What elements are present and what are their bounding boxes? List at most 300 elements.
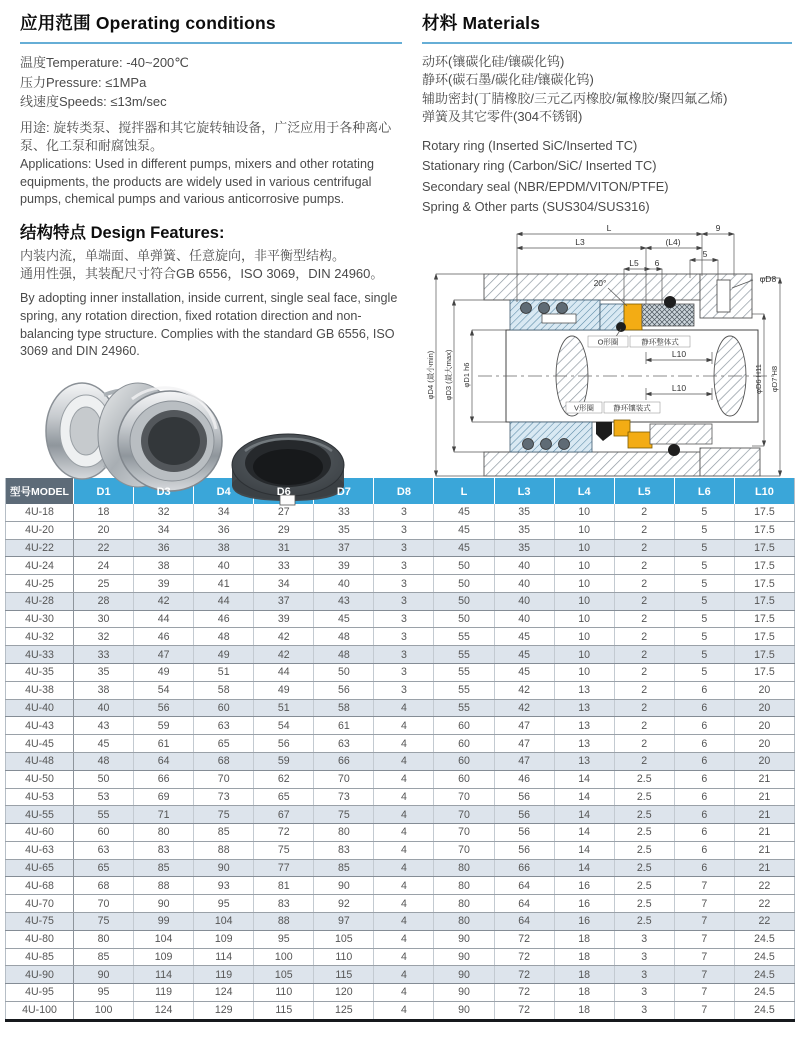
col-header: D7 [314,478,374,504]
value-cell: 54 [254,717,314,735]
value-cell: 72 [494,948,554,966]
value-cell: 43 [314,592,374,610]
value-cell: 70 [434,824,494,842]
table-row [6,646,795,664]
value-cell: 55 [434,699,494,717]
value-cell: 7 [674,912,734,930]
value-cell: 72 [494,984,554,1002]
value-cell: 2.5 [614,841,674,859]
value-cell: 92 [314,895,374,913]
dim-label-D8: φD8 [759,273,777,284]
value-cell: 65 [74,859,134,877]
dim-label-D7: φD7 H8 [770,365,779,392]
value-cell: 4 [374,984,434,1002]
value-cell: 51 [254,699,314,717]
value-cell: 70 [314,770,374,788]
dim-label-L3: L3 [575,236,585,247]
value-cell: 13 [554,752,614,770]
value-cell: 80 [74,930,134,948]
value-cell: 24.5 [734,984,794,1002]
value-cell: 10 [554,504,614,521]
value-cell: 34 [254,575,314,593]
value-cell: 80 [434,912,494,930]
value-cell: 70 [434,806,494,824]
model-cell: 4U-18 [6,504,74,521]
col-header-model: 型号MODEL [6,478,74,504]
value-cell: 45 [494,628,554,646]
value-cell: 24.5 [734,966,794,984]
table-row [6,539,795,557]
value-cell: 70 [434,841,494,859]
material-cn-line: 辅助密封(丁腈橡胶/三元乙丙橡胶/氟橡胶/聚四氟乙烯) [422,90,728,106]
value-cell: 5 [674,504,734,521]
value-cell: 46 [194,610,254,628]
value-cell: 38 [194,539,254,557]
value-cell: 35 [494,521,554,539]
value-cell: 83 [254,895,314,913]
materials-en-block [422,136,792,218]
value-cell: 42 [254,646,314,664]
value-cell: 2.5 [614,824,674,842]
value-cell: 21 [734,841,794,859]
col-header: D6 [254,478,314,504]
dimension-table-section [0,478,800,1022]
value-cell: 17.5 [734,664,794,682]
material-en-line: Rotary ring (Inserted SiC/Inserted TC) [422,137,638,153]
value-cell: 4 [374,735,434,753]
value-cell: 90 [434,1001,494,1020]
value-cell: 3 [374,575,434,593]
dim-label-D1: φD1 h6 [462,362,471,388]
features-cn-line: 通用性强，其装配尺寸符合GB 6556，ISO 3069，DIN 24960。 [20,266,384,282]
value-cell: 20 [734,681,794,699]
value-cell: 88 [134,877,194,895]
material-cn-line: 弹簧及其它零件(304不锈钢) [422,109,583,125]
value-cell: 5 [674,664,734,682]
value-cell: 2 [614,628,674,646]
value-cell: 3 [614,966,674,984]
value-cell: 10 [554,557,614,575]
value-cell: 50 [434,592,494,610]
value-cell: 4 [374,895,434,913]
col-header: D3 [134,478,194,504]
value-cell: 90 [314,877,374,895]
col-header: D4 [194,478,254,504]
table-row [6,664,795,682]
spec-speeds: 线速度Speeds: ≤13m/sec [20,94,167,109]
value-cell: 10 [554,521,614,539]
value-cell: 41 [194,575,254,593]
value-cell: 10 [554,610,614,628]
value-cell: 47 [494,735,554,753]
value-cell: 35 [74,664,134,682]
value-cell: 17.5 [734,557,794,575]
value-cell: 68 [74,877,134,895]
value-cell: 55 [434,664,494,682]
value-cell: 95 [254,930,314,948]
value-cell: 40 [494,592,554,610]
value-cell: 61 [134,735,194,753]
value-cell: 2.5 [614,912,674,930]
value-cell: 85 [134,859,194,877]
table-row [6,788,795,806]
value-cell: 21 [734,806,794,824]
value-cell: 56 [494,824,554,842]
value-cell: 14 [554,806,614,824]
value-cell: 124 [194,984,254,1002]
value-cell: 63 [194,717,254,735]
value-cell: 24.5 [734,1001,794,1020]
value-cell: 90 [74,966,134,984]
value-cell: 27 [254,504,314,521]
label-vring: V形圈 [573,403,595,413]
value-cell: 42 [494,699,554,717]
value-cell: 45 [434,504,494,521]
value-cell: 105 [254,966,314,984]
value-cell: 2.5 [614,806,674,824]
value-cell: 6 [674,681,734,699]
value-cell: 4 [374,824,434,842]
value-cell: 85 [74,948,134,966]
value-cell: 105 [314,930,374,948]
materials-title: 材料 Materials [422,13,541,33]
value-cell: 2.5 [614,770,674,788]
value-cell: 104 [194,912,254,930]
value-cell: 80 [434,859,494,877]
value-cell: 7 [674,895,734,913]
table-row [6,984,795,1002]
value-cell: 63 [314,735,374,753]
model-cell: 4U-80 [6,930,74,948]
value-cell: 55 [74,806,134,824]
value-cell: 4 [374,912,434,930]
model-cell: 4U-60 [6,824,74,842]
design-features-title: 结构特点 Design Features: [20,224,225,243]
dim-label-L: L [606,222,612,233]
size-table [5,478,795,1022]
value-cell: 17.5 [734,539,794,557]
value-cell: 124 [134,1001,194,1020]
value-cell: 35 [494,504,554,521]
value-cell: 90 [434,930,494,948]
value-cell: 6 [674,770,734,788]
table-row [6,912,795,930]
technical-diagram-svg [422,222,790,494]
value-cell: 80 [434,877,494,895]
col-header: L5 [614,478,674,504]
value-cell: 56 [494,806,554,824]
value-cell: 90 [194,859,254,877]
value-cell: 22 [734,895,794,913]
table-row [6,699,795,717]
value-cell: 21 [734,824,794,842]
value-cell: 55 [434,628,494,646]
value-cell: 20 [734,717,794,735]
value-cell: 25 [74,575,134,593]
material-en-line: Secondary seal (NBR/EPDM/VITON/PTFE) [422,178,669,194]
model-cell: 4U-90 [6,966,74,984]
value-cell: 83 [314,841,374,859]
model-cell: 4U-95 [6,984,74,1002]
value-cell: 3 [614,948,674,966]
seal-assembly-bottom [510,420,712,456]
value-cell: 17.5 [734,521,794,539]
value-cell: 18 [554,948,614,966]
value-cell: 3 [374,592,434,610]
table-row [6,610,795,628]
model-cell: 4U-63 [6,841,74,859]
table-row [6,966,795,984]
value-cell: 36 [194,521,254,539]
value-cell: 4 [374,717,434,735]
value-cell: 7 [674,930,734,948]
value-cell: 58 [194,681,254,699]
value-cell: 3 [374,521,434,539]
value-cell: 50 [434,575,494,593]
value-cell: 4 [374,1001,434,1020]
value-cell: 13 [554,717,614,735]
table-row [6,717,795,735]
value-cell: 4 [374,770,434,788]
model-cell: 4U-53 [6,788,74,806]
value-cell: 14 [554,859,614,877]
value-cell: 14 [554,841,614,859]
value-cell: 3 [374,646,434,664]
value-cell: 4 [374,930,434,948]
value-cell: 114 [194,948,254,966]
value-cell: 80 [434,895,494,913]
value-cell: 20 [74,521,134,539]
value-cell: 33 [314,504,374,521]
value-cell: 18 [554,1001,614,1020]
model-cell: 4U-68 [6,877,74,895]
value-cell: 16 [554,877,614,895]
model-cell: 4U-20 [6,521,74,539]
value-cell: 42 [494,681,554,699]
value-cell: 40 [494,610,554,628]
value-cell: 4 [374,806,434,824]
value-cell: 6 [674,717,734,735]
value-cell: 109 [194,930,254,948]
value-cell: 3 [614,984,674,1002]
value-cell: 63 [74,841,134,859]
value-cell: 42 [254,628,314,646]
value-cell: 110 [254,984,314,1002]
materials-column [422,10,792,478]
value-cell: 115 [254,1001,314,1020]
dim-label-L10-bottom: L10 [671,382,687,393]
value-cell: 29 [254,521,314,539]
value-cell: 45 [314,610,374,628]
value-cell: 2 [614,735,674,753]
value-cell: 14 [554,824,614,842]
value-cell: 90 [134,895,194,913]
value-cell: 90 [434,948,494,966]
value-cell: 2 [614,752,674,770]
value-cell: 56 [254,735,314,753]
table-row [6,557,795,575]
value-cell: 48 [314,628,374,646]
value-cell: 18 [74,504,134,521]
value-cell: 62 [254,770,314,788]
table-row [6,806,795,824]
value-cell: 72 [254,824,314,842]
value-cell: 46 [134,628,194,646]
model-cell: 4U-38 [6,681,74,699]
value-cell: 22 [734,877,794,895]
value-cell: 77 [254,859,314,877]
features-en: By adopting inner installation, inside current, single seal face, single spring, any rotation direction, fixed rotation direction and non-balancing type structure. Complies with the standard GB 6556, ISO 3069 and DIN 24960. [20,291,398,359]
value-cell: 6 [674,752,734,770]
value-cell: 50 [314,664,374,682]
value-cell: 37 [254,592,314,610]
value-cell: 40 [194,557,254,575]
value-cell: 40 [494,557,554,575]
model-cell: 4U-30 [6,610,74,628]
model-cell: 4U-43 [6,717,74,735]
model-cell: 4U-22 [6,539,74,557]
value-cell: 5 [674,539,734,557]
dim-label-9: 9 [715,222,721,233]
value-cell: 3 [374,664,434,682]
value-cell: 17.5 [734,575,794,593]
usage-cn: 用途: 旋转类泵、搅拌器和其它旋转轴设备，广泛应用于各种离心泵、化工泵和耐腐蚀泵。 [20,119,392,154]
dim-label-L5: L5 [629,257,639,268]
model-cell: 4U-70 [6,895,74,913]
value-cell: 88 [194,841,254,859]
value-cell: 90 [434,984,494,1002]
value-cell: 31 [254,539,314,557]
model-cell: 4U-85 [6,948,74,966]
rotary-seal-photo [46,383,222,491]
value-cell: 100 [254,948,314,966]
value-cell: 43 [74,717,134,735]
value-cell: 46 [494,770,554,788]
value-cell: 56 [134,699,194,717]
value-cell: 24.5 [734,948,794,966]
value-cell: 2.5 [614,895,674,913]
value-cell: 28 [74,592,134,610]
value-cell: 75 [314,806,374,824]
label-seat-insert: 静环镶装式 [613,403,651,413]
value-cell: 60 [434,735,494,753]
value-cell: 40 [314,575,374,593]
value-cell: 2 [614,504,674,521]
table-row [6,628,795,646]
table-row [6,592,795,610]
size-table-body [6,504,795,1020]
material-en-line: Spring & Other parts (SUS304/SUS316) [422,199,650,215]
value-cell: 22 [74,539,134,557]
value-cell: 49 [194,646,254,664]
value-cell: 3 [374,628,434,646]
value-cell: 45 [74,735,134,753]
value-cell: 7 [674,1001,734,1020]
value-cell: 66 [314,752,374,770]
value-cell: 4 [374,699,434,717]
value-cell: 17.5 [734,592,794,610]
value-cell: 2 [614,717,674,735]
value-cell: 4 [374,877,434,895]
dim-label-6: 6 [654,257,660,268]
dim-label-D6: φD6 H11 [754,363,763,394]
model-cell: 4U-40 [6,699,74,717]
value-cell: 48 [314,646,374,664]
table-row [6,841,795,859]
value-cell: 75 [254,841,314,859]
seal-assembly-top [510,296,694,332]
value-cell: 2 [614,575,674,593]
value-cell: 97 [314,912,374,930]
value-cell: 119 [194,966,254,984]
value-cell: 68 [194,752,254,770]
value-cell: 45 [494,664,554,682]
value-cell: 42 [134,592,194,610]
top-section [0,0,800,478]
value-cell: 5 [674,575,734,593]
model-cell: 4U-35 [6,664,74,682]
value-cell: 32 [134,504,194,521]
dim-label-5: 5 [702,248,708,259]
value-cell: 21 [734,859,794,877]
value-cell: 2 [614,681,674,699]
value-cell: 16 [554,895,614,913]
value-cell: 95 [194,895,254,913]
value-cell: 55 [434,681,494,699]
value-cell: 73 [194,788,254,806]
value-cell: 64 [494,877,554,895]
value-cell: 109 [134,948,194,966]
material-en-line: Stationary ring (Carbon/SiC/ Inserted TC) [422,158,657,174]
value-cell: 115 [314,966,374,984]
value-cell: 10 [554,664,614,682]
table-row [6,681,795,699]
value-cell: 5 [674,628,734,646]
dim-label-angle: 20° [593,277,607,288]
value-cell: 16 [554,912,614,930]
value-cell: 34 [194,504,254,521]
label-oring: O形圈 [597,337,619,347]
col-header: L10 [734,478,794,504]
model-cell: 4U-50 [6,770,74,788]
value-cell: 3 [374,539,434,557]
value-cell: 99 [134,912,194,930]
operating-conditions-title: 应用范围 Operating conditions [20,13,276,33]
value-cell: 54 [134,681,194,699]
value-cell: 22 [734,912,794,930]
value-cell: 2 [614,699,674,717]
value-cell: 104 [134,930,194,948]
value-cell: 45 [434,539,494,557]
value-cell: 10 [554,575,614,593]
value-cell: 51 [194,664,254,682]
model-cell: 4U-55 [6,806,74,824]
value-cell: 17.5 [734,628,794,646]
value-cell: 4 [374,788,434,806]
value-cell: 13 [554,681,614,699]
value-cell: 60 [194,699,254,717]
value-cell: 20 [734,752,794,770]
value-cell: 73 [314,788,374,806]
col-header: L [434,478,494,504]
value-cell: 55 [434,646,494,664]
value-cell: 18 [554,930,614,948]
title-rule [422,42,792,44]
material-cn-line: 静环(碳石墨/碳化硅/镶碳化钨) [422,72,594,88]
value-cell: 59 [134,717,194,735]
dim-label-D4: φD4 (最小min) [426,350,435,399]
model-cell: 4U-48 [6,752,74,770]
